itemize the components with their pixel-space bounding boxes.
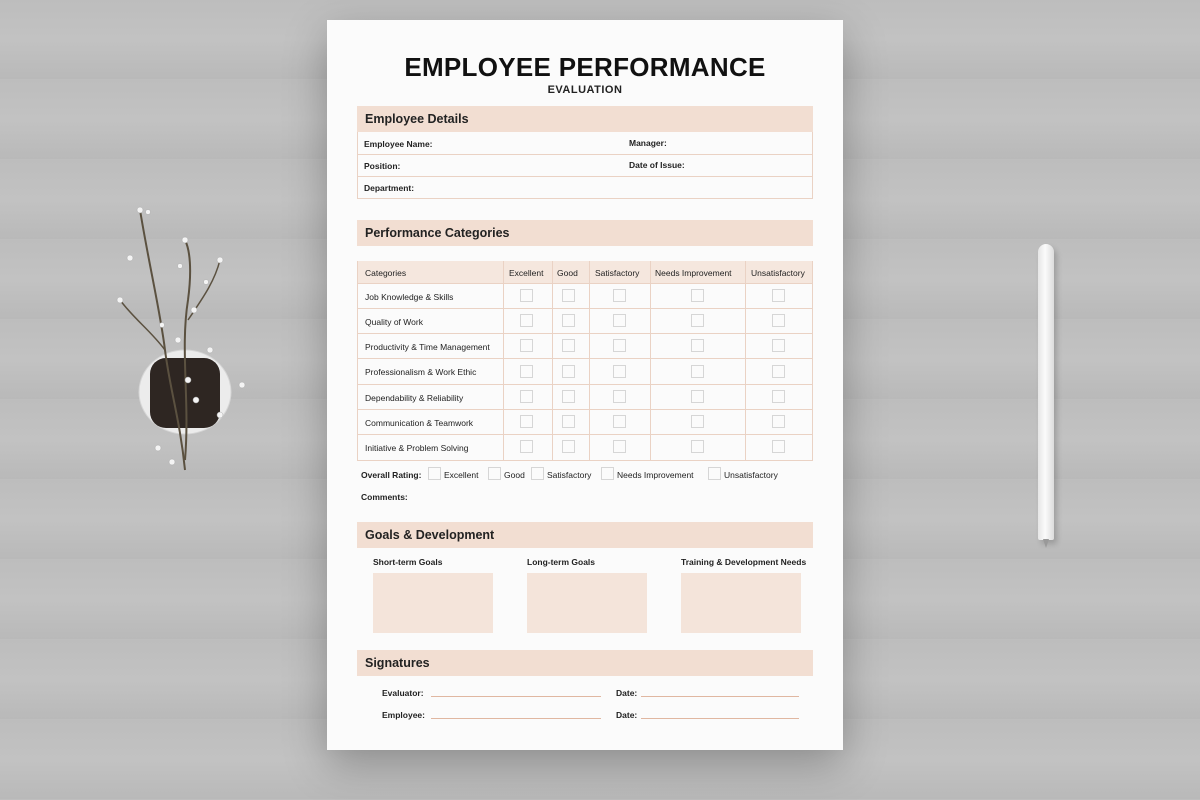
form-subtitle: EVALUATION: [547, 84, 623, 96]
category-row: Job Knowledge & Skills: [365, 292, 454, 302]
rating-checkbox[interactable]: [772, 289, 785, 302]
column-header-excellent: Excellent: [509, 268, 544, 278]
rating-checkbox[interactable]: [691, 440, 704, 453]
category-row: Communication & Teamwork: [365, 418, 474, 428]
evaluation-form: [327, 20, 843, 750]
rating-checkbox[interactable]: [562, 339, 575, 352]
overall-rating-label: Overall Rating:: [361, 470, 422, 480]
employee-details-heading: Employee Details: [365, 112, 469, 126]
form-title: EMPLOYEE PERFORMANCE: [404, 52, 766, 82]
employee-name-field[interactable]: Employee Name:: [364, 139, 433, 149]
rating-checkbox[interactable]: [772, 440, 785, 453]
rating-checkbox[interactable]: [691, 314, 704, 327]
overall-unsatisfactory-checkbox[interactable]: [708, 467, 721, 480]
manager-field[interactable]: Manager:: [629, 138, 667, 148]
rating-checkbox[interactable]: [562, 289, 575, 302]
overall-good-checkbox[interactable]: [488, 467, 501, 480]
rating-checkbox[interactable]: [520, 365, 533, 378]
rating-checkbox[interactable]: [772, 339, 785, 352]
long-term-goals-input[interactable]: [527, 573, 647, 633]
signatures-header: [357, 650, 813, 676]
employee-date-label: Date:: [616, 710, 638, 720]
plant-decoration: [110, 200, 260, 480]
rating-checkbox[interactable]: [691, 415, 704, 428]
rating-checkbox[interactable]: [520, 440, 533, 453]
column-header-needs-improvement: Needs Improvement: [655, 268, 732, 278]
signatures-heading: Signatures: [365, 656, 430, 670]
rating-checkbox[interactable]: [520, 289, 533, 302]
rating-checkbox[interactable]: [562, 440, 575, 453]
performance-header: [357, 220, 813, 246]
goals-heading: Goals & Development: [365, 528, 495, 542]
performance-heading: Performance Categories: [365, 226, 510, 240]
column-header-good: Good: [557, 268, 578, 278]
column-header-satisfactory: Satisfactory: [595, 268, 640, 278]
category-row: Dependability & Reliability: [365, 393, 464, 403]
rating-checkbox[interactable]: [772, 415, 785, 428]
rating-checkbox[interactable]: [772, 390, 785, 403]
column-header-unsatisfactory: Unsatisfactory: [751, 268, 805, 278]
rating-checkbox[interactable]: [520, 339, 533, 352]
category-row: Productivity & Time Management: [365, 342, 490, 352]
evaluator-signature-line[interactable]: [431, 696, 601, 697]
evaluator-label: Evaluator:: [382, 688, 424, 698]
overall-satisfactory-label: Satisfactory: [547, 470, 592, 480]
category-row: Initiative & Problem Solving: [365, 443, 469, 453]
rating-checkbox[interactable]: [520, 314, 533, 327]
evaluator-date-line[interactable]: [641, 696, 799, 697]
overall-needs-improvement-label: Needs Improvement: [617, 470, 694, 480]
employee-details-header: [357, 106, 813, 132]
rating-checkbox[interactable]: [691, 289, 704, 302]
column-header-categories: Categories: [365, 268, 407, 278]
rating-checkbox[interactable]: [772, 365, 785, 378]
employee-date-line[interactable]: [641, 718, 799, 719]
training-needs-label: Training & Development Needs: [681, 557, 807, 567]
category-row: Professionalism & Work Ethic: [365, 367, 477, 377]
short-term-goals-input[interactable]: [373, 573, 493, 633]
rating-checkbox[interactable]: [691, 339, 704, 352]
comments-field[interactable]: Comments:: [361, 492, 408, 502]
rating-checkbox[interactable]: [613, 339, 626, 352]
rating-checkbox[interactable]: [520, 415, 533, 428]
evaluator-date-label: Date:: [616, 688, 638, 698]
short-term-goals-label: Short-term Goals: [373, 557, 443, 567]
pen-decoration: [1038, 244, 1054, 540]
overall-needs-improvement-checkbox[interactable]: [601, 467, 614, 480]
employee-signature-line[interactable]: [431, 718, 601, 719]
rating-checkbox[interactable]: [562, 365, 575, 378]
category-row: Quality of Work: [365, 317, 423, 327]
rating-checkbox[interactable]: [613, 289, 626, 302]
rating-checkbox[interactable]: [562, 314, 575, 327]
rating-checkbox[interactable]: [772, 314, 785, 327]
position-field[interactable]: Position:: [364, 161, 401, 171]
rating-checkbox[interactable]: [562, 415, 575, 428]
rating-checkbox[interactable]: [613, 440, 626, 453]
overall-good-label: Good: [504, 470, 525, 480]
rating-checkbox[interactable]: [613, 314, 626, 327]
rating-checkbox[interactable]: [613, 365, 626, 378]
training-needs-input[interactable]: [681, 573, 801, 633]
rating-checkbox[interactable]: [691, 365, 704, 378]
overall-excellent-checkbox[interactable]: [428, 467, 441, 480]
rating-checkbox[interactable]: [691, 390, 704, 403]
goals-header: [357, 522, 813, 548]
long-term-goals-label: Long-term Goals: [527, 557, 596, 567]
overall-excellent-label: Excellent: [444, 470, 479, 480]
employee-label: Employee:: [382, 710, 425, 720]
department-field[interactable]: Department:: [364, 183, 415, 193]
rating-checkbox[interactable]: [613, 415, 626, 428]
rating-checkbox[interactable]: [520, 390, 533, 403]
rating-checkbox[interactable]: [613, 390, 626, 403]
rating-checkbox[interactable]: [562, 390, 575, 403]
overall-unsatisfactory-label: Unsatisfactory: [724, 470, 778, 480]
date-of-issue-field[interactable]: Date of Issue:: [629, 160, 685, 170]
overall-satisfactory-checkbox[interactable]: [531, 467, 544, 480]
